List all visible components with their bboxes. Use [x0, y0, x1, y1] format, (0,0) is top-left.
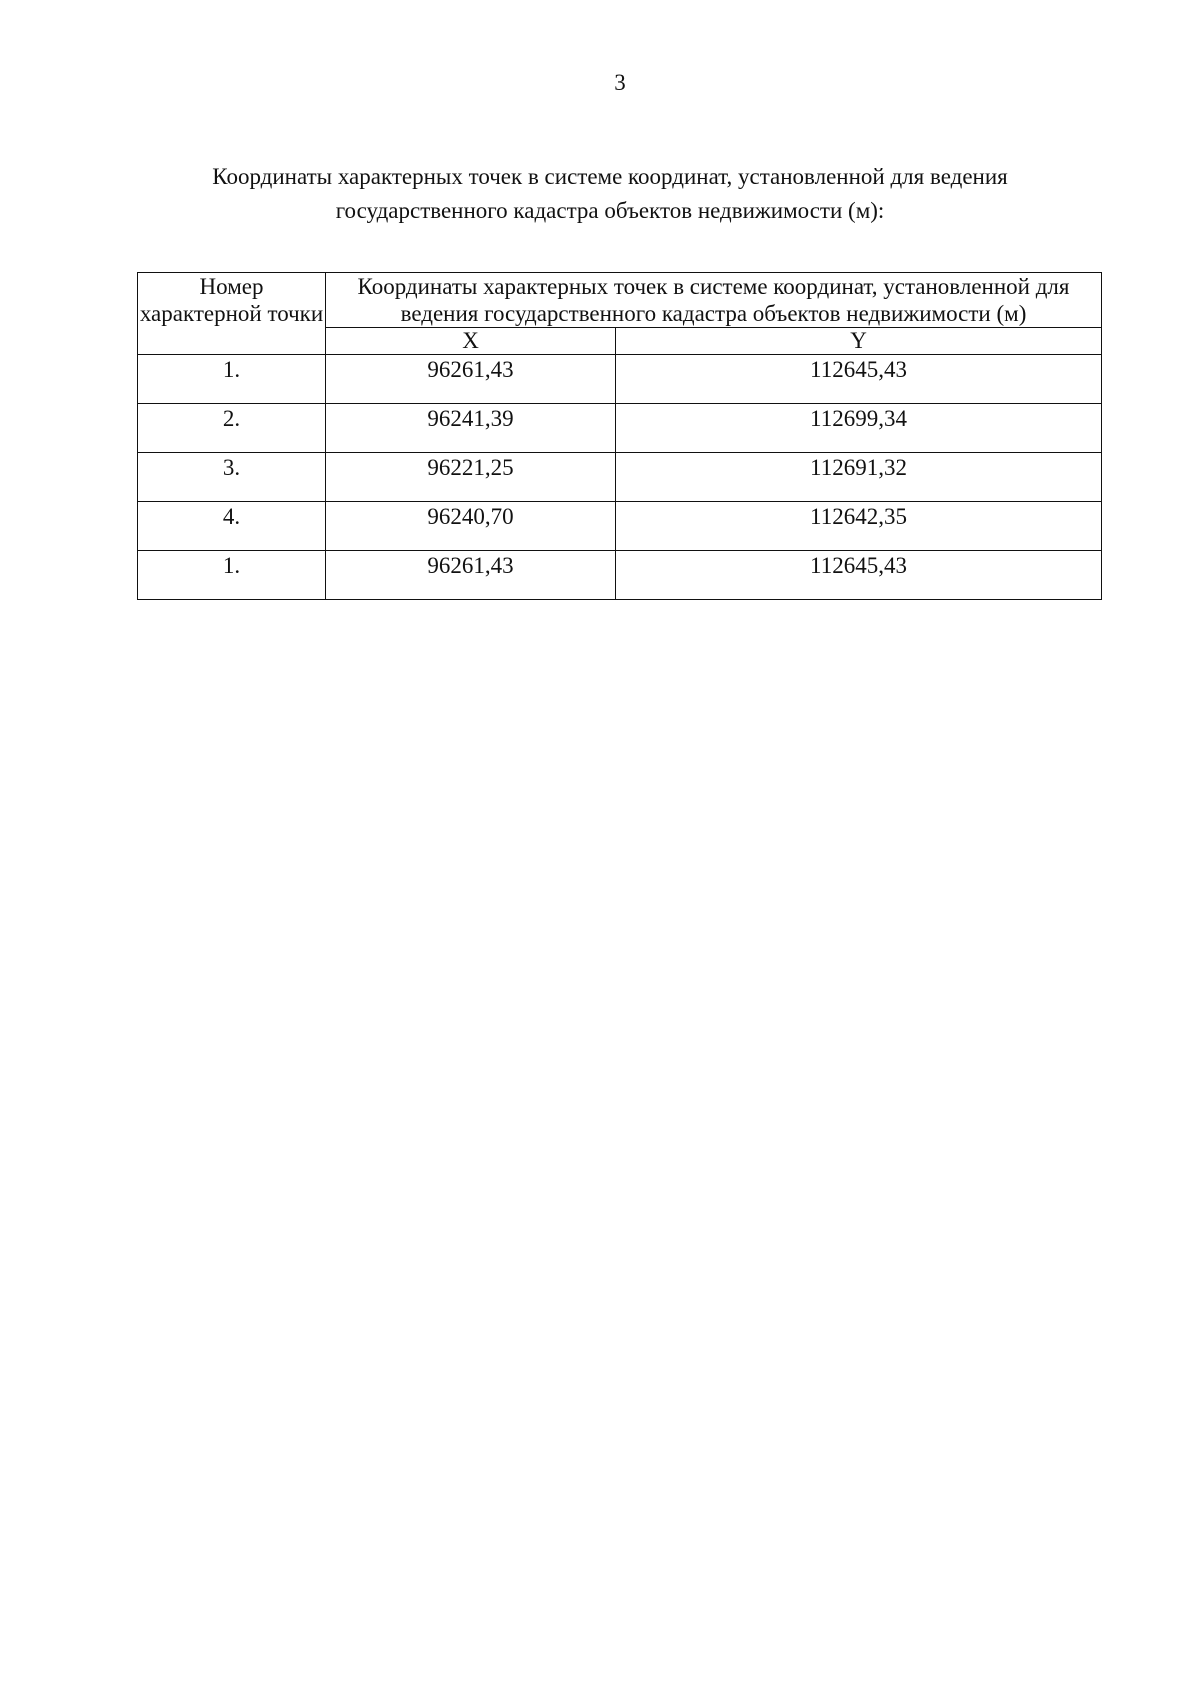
point-number-cell: 2. [138, 404, 326, 453]
document-heading: Координаты характерных точек в системе координат, установленной для ведения государственного кадастра объектов недвижимости (м): [212, 164, 1008, 223]
table-row [138, 355, 1102, 404]
coordinates-table [137, 272, 1102, 600]
header-coordinates: Координаты характерных точек в системе координат, установленной для ведения государственного кадастра объектов недвижимости (м) [326, 273, 1102, 328]
table-row [138, 404, 1102, 453]
x-coordinate-cell: 96221,25 [326, 453, 616, 502]
header-x: X [326, 328, 616, 355]
x-coordinate-cell: 96241,39 [326, 404, 616, 453]
x-coordinate-cell: 96240,70 [326, 502, 616, 551]
point-number-cell: 1. [138, 551, 326, 600]
y-coordinate-cell: 112699,34 [616, 404, 1102, 453]
point-number-cell: 1. [138, 355, 326, 404]
table-row [138, 502, 1102, 551]
y-coordinate-cell: 112645,43 [616, 355, 1102, 404]
y-coordinate-cell: 112645,43 [616, 551, 1102, 600]
header-y: Y [616, 328, 1102, 355]
y-coordinate-cell: 112691,32 [616, 453, 1102, 502]
y-coordinate-cell: 112642,35 [616, 502, 1102, 551]
table-row [138, 453, 1102, 502]
point-number-cell: 4. [138, 502, 326, 551]
x-coordinate-cell: 96261,43 [326, 355, 616, 404]
header-point-number: Номер характерной точки [138, 273, 326, 355]
page-number: 3 [614, 70, 626, 95]
point-number-cell: 3. [138, 453, 326, 502]
table-row [138, 551, 1102, 600]
x-coordinate-cell: 96261,43 [326, 551, 616, 600]
